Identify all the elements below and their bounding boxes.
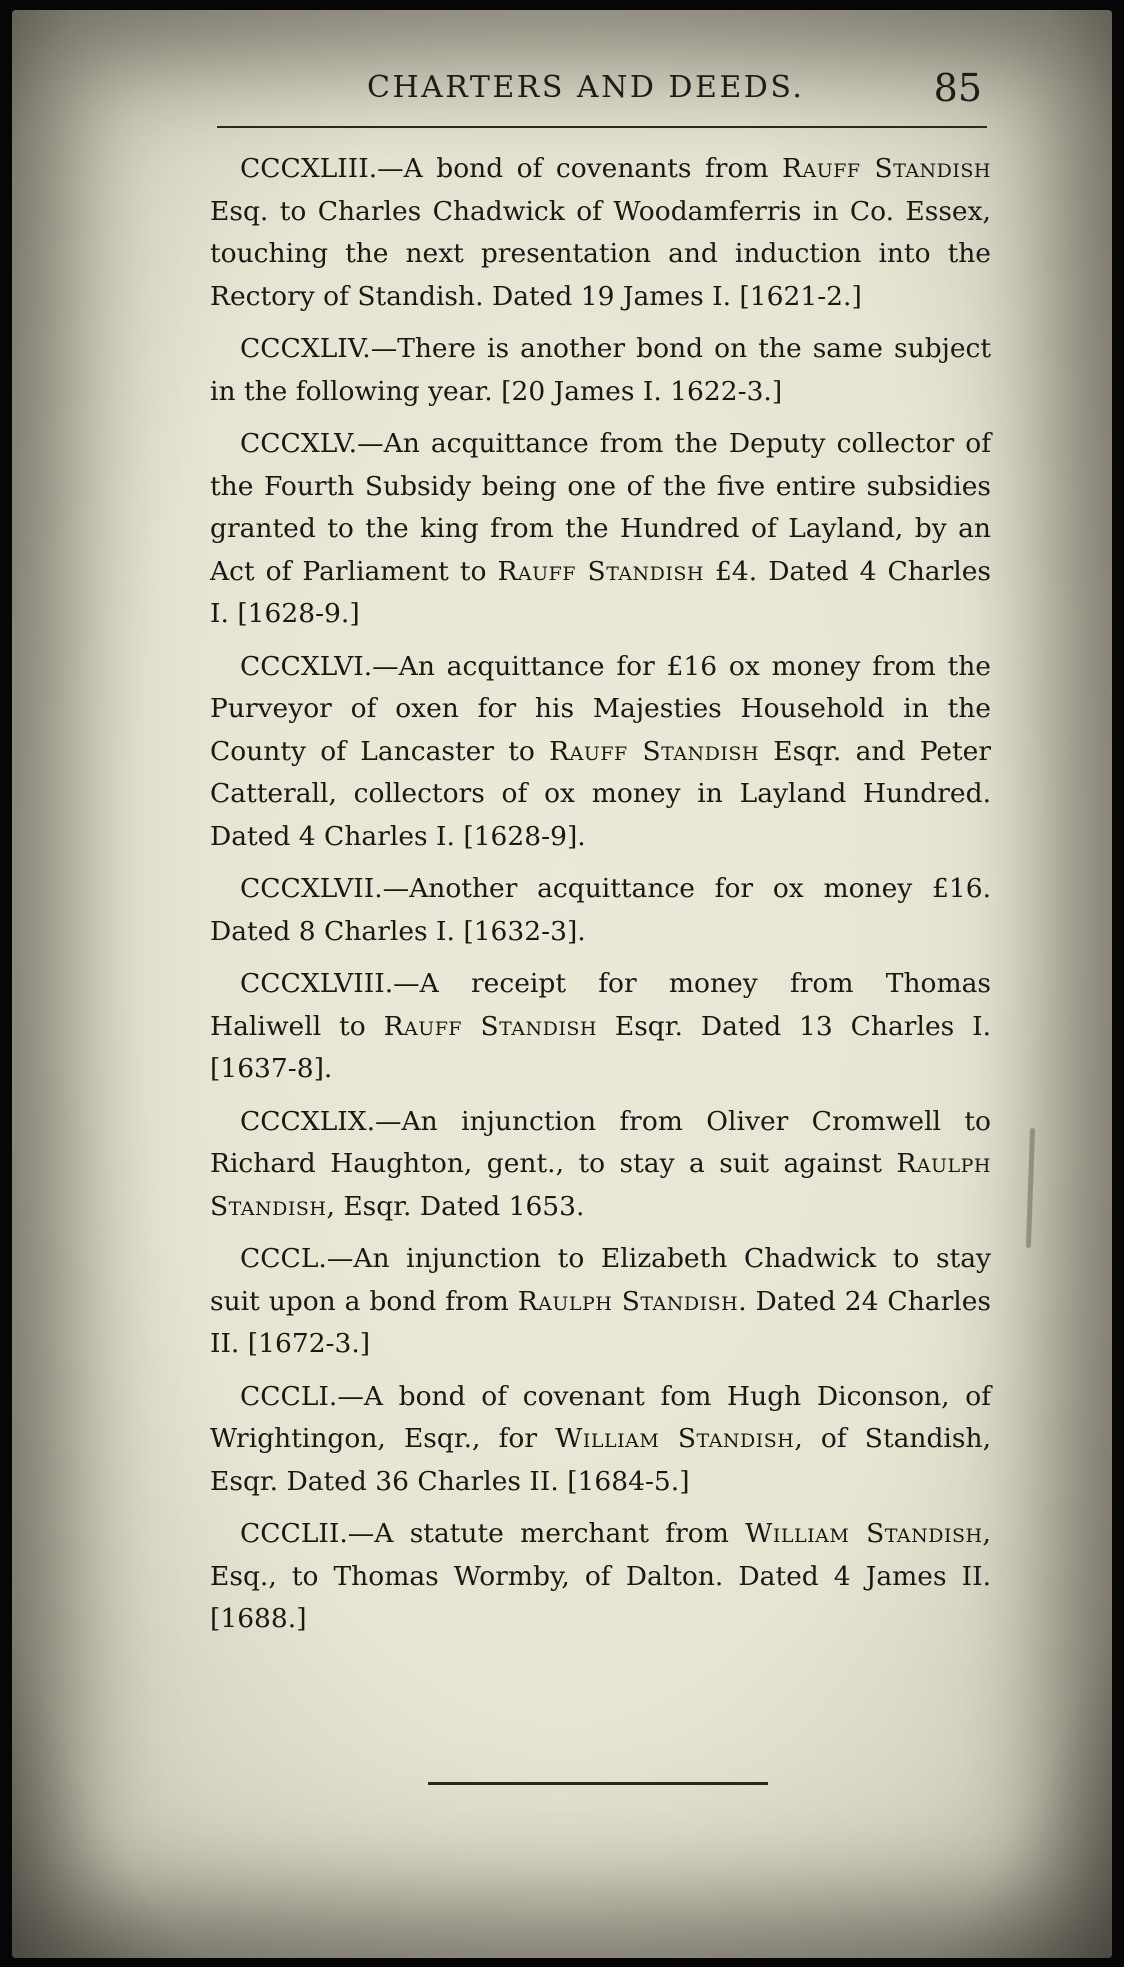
entry-text: , of Standish, Esqr. Dated 36 Charles II. [1684-5.] bbox=[210, 1423, 991, 1497]
page-number: 85 bbox=[933, 66, 982, 110]
entry-name: Raulph Standish bbox=[517, 1285, 739, 1317]
entry-text: Esq. to Charles Chadwick of Woodamferris in Co. Essex, touching the next presentation and induction into the Rectory of Standish. Dated 19 James I. [1621-2.] bbox=[210, 195, 991, 312]
entry-text: CCCXLVI.—An acquittance for £16 ox money from the Purveyor of oxen for his Majesties Household in the County of Lancaster to bbox=[210, 650, 991, 767]
entry-name: Raulph Standish bbox=[210, 1148, 991, 1222]
entry-text: CCCLII.—A statute merchant from bbox=[240, 1518, 746, 1549]
entry-text: CCCLI.—A bond of covenant fom Hugh Diconson, of Wrightingon, Esqr., for bbox=[210, 1380, 991, 1454]
entry-ccclii bbox=[210, 1513, 991, 1641]
entry-cccxliv bbox=[210, 328, 991, 413]
entry-name: William Standish bbox=[555, 1423, 795, 1454]
entry-cccxlvi bbox=[210, 646, 991, 859]
entry-text: , Esq., to Thomas Wormby, of Dalton. Dated 4 James II. [1688.] bbox=[210, 1518, 991, 1634]
running-head bbox=[202, 68, 992, 118]
entry-cccxlix bbox=[210, 1101, 991, 1229]
entry-text: Esqr. and Peter Catterall, collectors of ox money in Layland Hundred. Dated 4 Charles I. [1628-9]. bbox=[210, 735, 992, 852]
entry-text: , Esqr. Dated 1653. bbox=[326, 1190, 585, 1222]
entries-list bbox=[210, 148, 991, 1651]
entry-text: CCCXLVII.—Another acquittance for ox money £16. Dated 8 Charles I. [1632-3]. bbox=[210, 873, 991, 947]
book-page bbox=[12, 10, 1112, 1958]
entry-text: CCCXLV.—An acquittance from the Deputy collector of the Fourth Subsidy being one of the five entire subsidies granted to the king from the Hundred of Layland, by an Act of Parliament to bbox=[210, 428, 991, 587]
entry-name: Rauff Standish bbox=[383, 1010, 597, 1042]
entry-cccxlviii bbox=[210, 963, 991, 1091]
entry-text: . Dated 24 Charles II. [1672-3.] bbox=[210, 1285, 991, 1359]
entry-text: £4. Dated 4 Charles I. [1628-9.] bbox=[210, 555, 992, 629]
entry-name: Rauff Standish bbox=[497, 555, 705, 587]
entry-text: Esqr. Dated 13 Charles I. [1637-8]. bbox=[210, 1010, 991, 1084]
running-title: CHARTERS AND DEEDS. bbox=[367, 70, 805, 105]
entry-cccxliii bbox=[210, 148, 991, 318]
entry-name: Rauff Standish bbox=[549, 735, 759, 767]
entry-text: CCCXLIX.—An injunction from Oliver Cromwell to Richard Haughton, gent., to stay a suit against bbox=[210, 1105, 991, 1179]
entry-text: CCCXLIV.—There is another bond on the same subject in the following year. [20 James I. 1622-3.] bbox=[210, 333, 991, 407]
entry-text: CCCXLIII.—A bond of covenants from bbox=[240, 153, 783, 184]
entry-text: CCCXLVIII.—A receipt for money from Thomas Haliwell to bbox=[210, 968, 991, 1042]
entry-name: Rauff Standish bbox=[782, 153, 991, 184]
header-rule bbox=[217, 126, 987, 128]
entry-cccxlv bbox=[210, 423, 991, 636]
entry-name: William Standish bbox=[745, 1518, 983, 1549]
end-rule bbox=[428, 1782, 768, 1785]
entry-cccxlvii bbox=[210, 868, 991, 953]
entry-cccli bbox=[210, 1376, 991, 1504]
entry-text: CCCL.—An injunction to Elizabeth Chadwick to stay suit upon a bond from bbox=[210, 1243, 991, 1317]
entry-cccl bbox=[210, 1238, 991, 1366]
